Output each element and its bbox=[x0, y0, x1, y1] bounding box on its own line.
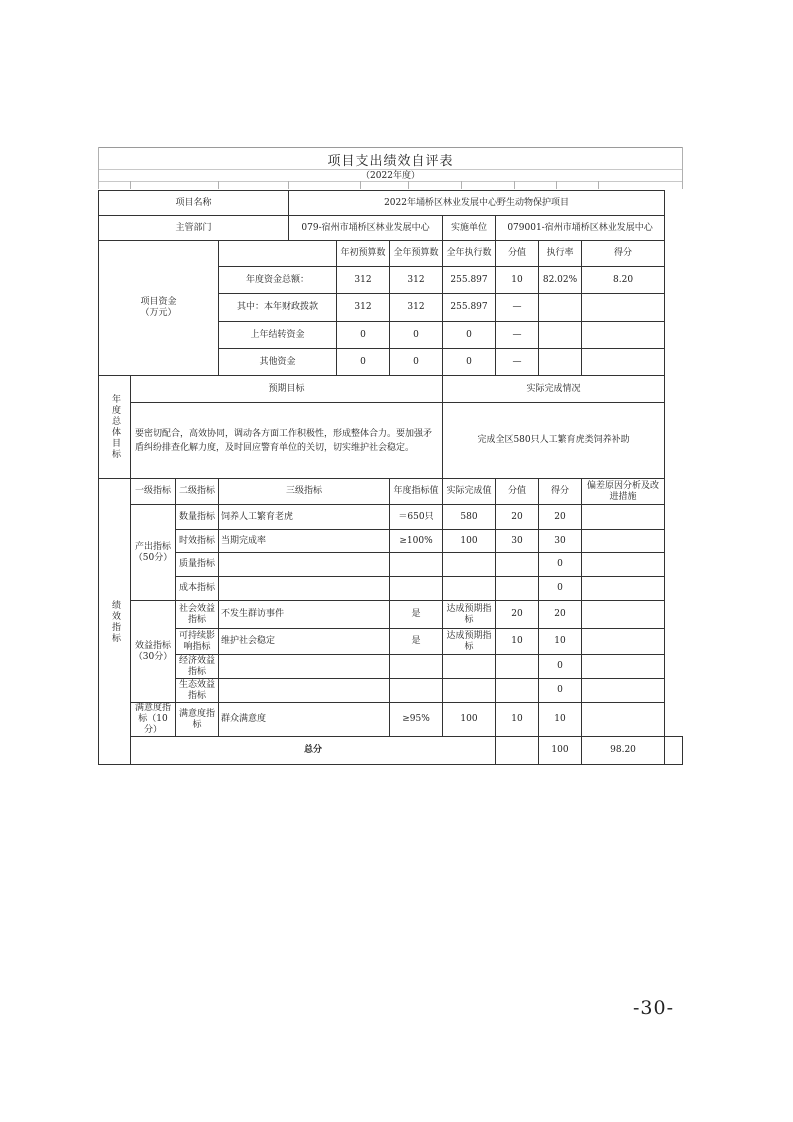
perf-l3 bbox=[219, 553, 390, 577]
perf-target bbox=[390, 553, 443, 577]
funds-score-val: — bbox=[496, 294, 539, 322]
total-score: 98.20 bbox=[582, 737, 665, 765]
perf-score: 0 bbox=[539, 655, 582, 679]
funds-rate bbox=[539, 294, 582, 322]
perf-score-val bbox=[496, 553, 539, 577]
funds-init: 0 bbox=[337, 322, 390, 349]
funds-rate: 82.02% bbox=[539, 267, 582, 294]
perf-actual: 100 bbox=[443, 530, 496, 553]
perf-l2: 经济效益指标 bbox=[176, 655, 219, 679]
funds-header-row bbox=[99, 241, 683, 267]
perf-actual bbox=[443, 553, 496, 577]
perf-l2: 质量指标 bbox=[176, 553, 219, 577]
funds-header: 全年执行数 bbox=[443, 241, 496, 267]
project-name-row bbox=[99, 191, 683, 216]
perf-l2: 生态效益指标 bbox=[176, 679, 219, 703]
expected-header: 预期目标 bbox=[131, 376, 443, 403]
perf-score-val: 10 bbox=[496, 629, 539, 655]
perf-reason bbox=[582, 703, 665, 737]
perf-actual bbox=[443, 577, 496, 601]
funds-label: 项目资金 （万元） bbox=[99, 241, 219, 376]
funds-exec: 255.897 bbox=[443, 294, 496, 322]
funds-score: 8.20 bbox=[582, 267, 665, 294]
funds-row-name: 其中：本年财政拨款 bbox=[219, 294, 337, 322]
funds-header: 得分 bbox=[582, 241, 665, 267]
perf-reason bbox=[582, 601, 665, 629]
perf-target: ≥95% bbox=[390, 703, 443, 737]
perf-target bbox=[390, 577, 443, 601]
perf-l3 bbox=[219, 679, 390, 703]
total-label: 总分 bbox=[131, 737, 496, 765]
department-row bbox=[99, 216, 683, 241]
perf-l3: 饲养人工繁育老虎 bbox=[219, 505, 390, 530]
project-name-value: 2022年埇桥区林业发展中心野生动物保护项目 bbox=[289, 191, 665, 216]
funds-exec: 0 bbox=[443, 349, 496, 376]
expected-goal: 要密切配合，高效协同，调动各方面工作积极性，形成整体合力。要加强矛盾纠纷排查化解力度，及时回应警育单位的关切，切实维护社会稳定。 bbox=[131, 403, 443, 479]
perf-reason bbox=[582, 505, 665, 530]
perf-l2: 数量指标 bbox=[176, 505, 219, 530]
output-label: 产出指标 （50分） bbox=[131, 505, 176, 601]
perf-score: 0 bbox=[539, 577, 582, 601]
funds-full: 0 bbox=[390, 349, 443, 376]
total-row bbox=[99, 737, 683, 765]
perf-row bbox=[99, 553, 683, 577]
perf-reason bbox=[582, 679, 665, 703]
total-score-val: 100 bbox=[539, 737, 582, 765]
perf-header: 二级指标 bbox=[176, 479, 219, 505]
perf-header-row bbox=[99, 479, 683, 505]
impl-value: 079001-宿州市埇桥区林业发展中心 bbox=[496, 216, 665, 241]
funds-score-val: 10 bbox=[496, 267, 539, 294]
funds-header: 分值 bbox=[496, 241, 539, 267]
perf-score-val bbox=[496, 655, 539, 679]
perf-row bbox=[99, 655, 683, 679]
actual-header: 实际完成情况 bbox=[443, 376, 665, 403]
perf-score: 30 bbox=[539, 530, 582, 553]
perf-target: 是 bbox=[390, 629, 443, 655]
perf-row bbox=[99, 530, 683, 553]
perf-target: ＝650只 bbox=[390, 505, 443, 530]
perf-row bbox=[99, 577, 683, 601]
funds-score-val: — bbox=[496, 349, 539, 376]
funds-score bbox=[582, 294, 665, 322]
total-reason bbox=[665, 737, 683, 765]
perf-l3: 当期完成率 bbox=[219, 530, 390, 553]
satisfaction-label: 满意度指标（10分） bbox=[131, 703, 176, 737]
page-title: 项目支出绩效自评表 bbox=[327, 154, 454, 169]
perf-l2: 满意度指标 bbox=[176, 703, 219, 737]
funds-row-name: 其他资金 bbox=[219, 349, 337, 376]
funds-full: 312 bbox=[390, 267, 443, 294]
goals-label: 年度总体目标 bbox=[110, 394, 120, 460]
perf-score-val: 30 bbox=[496, 530, 539, 553]
perf-reason bbox=[582, 629, 665, 655]
perf-label: 绩效指标 bbox=[110, 599, 120, 644]
funds-init: 312 bbox=[337, 267, 390, 294]
perf-row bbox=[99, 601, 683, 629]
perf-reason bbox=[582, 655, 665, 679]
funds-header-blank bbox=[219, 241, 337, 267]
goals-label-cell bbox=[99, 376, 131, 479]
funds-exec: 0 bbox=[443, 322, 496, 349]
perf-header: 偏差原因分析及改进措施 bbox=[582, 479, 665, 505]
perf-score-val bbox=[496, 577, 539, 601]
perf-reason bbox=[582, 577, 665, 601]
perf-score: 10 bbox=[539, 629, 582, 655]
perf-score: 0 bbox=[539, 679, 582, 703]
page-number: -30- bbox=[633, 997, 675, 1019]
perf-header: 实际完成值 bbox=[443, 479, 496, 505]
funds-header: 年初预算数 bbox=[337, 241, 390, 267]
goals-content-row bbox=[99, 403, 683, 479]
perf-l3 bbox=[219, 655, 390, 679]
perf-score: 0 bbox=[539, 553, 582, 577]
actual-goal: 完成全区580只人工繁育虎类饲养补助 bbox=[443, 403, 665, 479]
perf-row bbox=[99, 679, 683, 703]
perf-l2: 时效指标 bbox=[176, 530, 219, 553]
funds-row-name: 年度资金总额： bbox=[219, 267, 337, 294]
funds-header: 全年预算数 bbox=[390, 241, 443, 267]
perf-target bbox=[390, 679, 443, 703]
funds-full: 312 bbox=[390, 294, 443, 322]
goals-header-row bbox=[99, 376, 683, 403]
impl-label: 实施单位 bbox=[443, 216, 496, 241]
funds-exec: 255.897 bbox=[443, 267, 496, 294]
perf-l2: 可持续影响指标 bbox=[176, 629, 219, 655]
perf-actual bbox=[443, 679, 496, 703]
perf-score-val: 20 bbox=[496, 601, 539, 629]
perf-target: ≥100% bbox=[390, 530, 443, 553]
perf-row bbox=[99, 629, 683, 655]
perf-target: 是 bbox=[390, 601, 443, 629]
perf-reason bbox=[582, 553, 665, 577]
perf-score: 10 bbox=[539, 703, 582, 737]
perf-actual: 达成预期指标 bbox=[443, 601, 496, 629]
perf-actual: 达成预期指标 bbox=[443, 629, 496, 655]
perf-header: 一级指标 bbox=[131, 479, 176, 505]
perf-reason bbox=[582, 530, 665, 553]
perf-l2: 成本指标 bbox=[176, 577, 219, 601]
perf-score-val: 10 bbox=[496, 703, 539, 737]
benefit-label: 效益指标 （30分） bbox=[131, 601, 176, 703]
perf-row bbox=[99, 703, 683, 737]
perf-actual: 580 bbox=[443, 505, 496, 530]
perf-label-cell bbox=[99, 479, 131, 765]
perf-row bbox=[99, 505, 683, 530]
perf-l3: 不发生群访事件 bbox=[219, 601, 390, 629]
perf-l3: 群众满意度 bbox=[219, 703, 390, 737]
funds-init: 0 bbox=[337, 349, 390, 376]
year-subtitle: （2022年度） bbox=[361, 171, 420, 181]
funds-row-name: 上年结转资金 bbox=[219, 322, 337, 349]
performance-table bbox=[98, 190, 683, 765]
funds-score-val: — bbox=[496, 322, 539, 349]
perf-header: 得分 bbox=[539, 479, 582, 505]
dept-label: 主管部门 bbox=[99, 216, 289, 241]
project-name-label: 项目名称 bbox=[99, 191, 289, 216]
perf-score-val bbox=[496, 679, 539, 703]
funds-init: 312 bbox=[337, 294, 390, 322]
perf-header: 三级指标 bbox=[219, 479, 390, 505]
funds-rate bbox=[539, 322, 582, 349]
funds-score bbox=[582, 322, 665, 349]
funds-header: 执行率 bbox=[539, 241, 582, 267]
perf-actual: 100 bbox=[443, 703, 496, 737]
perf-header: 年度指标值 bbox=[390, 479, 443, 505]
perf-target bbox=[390, 655, 443, 679]
perf-score: 20 bbox=[539, 601, 582, 629]
funds-full: 0 bbox=[390, 322, 443, 349]
perf-l3 bbox=[219, 577, 390, 601]
perf-l3: 维护社会稳定 bbox=[219, 629, 390, 655]
perf-header: 分值 bbox=[496, 479, 539, 505]
dept-value: 079-宿州市埇桥区林业发展中心 bbox=[289, 216, 443, 241]
perf-actual bbox=[443, 655, 496, 679]
perf-score-val: 20 bbox=[496, 505, 539, 530]
funds-rate bbox=[539, 349, 582, 376]
perf-score: 20 bbox=[539, 505, 582, 530]
funds-score bbox=[582, 349, 665, 376]
total-blank bbox=[496, 737, 539, 765]
perf-l2: 社会效益指标 bbox=[176, 601, 219, 629]
